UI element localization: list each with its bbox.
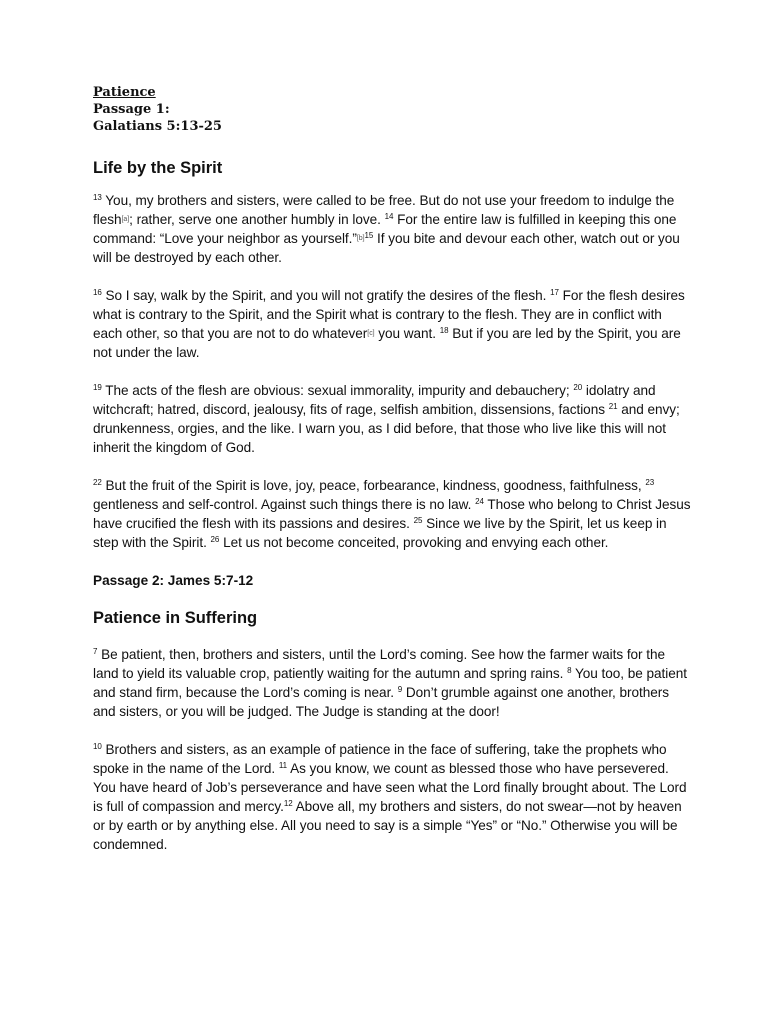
- verse-number: 14: [384, 212, 394, 221]
- section-heading-patience-in-suffering: Patience in Suffering: [93, 609, 258, 627]
- document-header: [93, 84, 693, 135]
- document-title: Patience: [93, 85, 156, 100]
- passage-2-label: Passage 2: James 5:7-12: [93, 573, 254, 588]
- verse-number: 15: [364, 231, 374, 240]
- verse-number: 9: [397, 685, 403, 694]
- paragraph-galatians-13-15: $^{13}$ You, my brothers and sisters, were called to be free. But do not use your freedom to indulge the flesh[a]; rather, serve one another humbly in love. $^{14}$ For the entire law is fulfilled in keeping this one command: “Love your neighbor as yourself.”$^{[b]15}$ If you bite and devour each other, watch out or you will be destroyed by each other.: [93, 193, 680, 265]
- verse-number: 21: [608, 402, 618, 411]
- verse-number: 12: [283, 799, 293, 808]
- verse-number: 22: [93, 478, 102, 487]
- footnote-link-a[interactable]: [a]: [121, 216, 130, 223]
- paragraph-galatians-19-21: $^{19}$ The acts of the flesh are obvious: sexual immorality, impurity and debauchery; $^{20}$ idolatry and witchcraft; hatred, discord, jealousy, fits of rage, selfish ambition, dissensions, factions $^{21}$ and envy; drunkenness, orgies, and the like. I warn you, as I did before, that those who live like this will not inherit the kingdom of God.: [93, 383, 680, 455]
- passage-number: Passage 1:: [93, 102, 170, 117]
- verse-number: 19: [93, 383, 102, 392]
- verse-number: 8: [567, 666, 572, 675]
- verse-number: 18: [439, 326, 449, 335]
- document-page: [93, 84, 693, 854]
- verse-number: 20: [573, 383, 583, 392]
- section-heading-life-by-spirit: Life by the Spirit: [93, 159, 223, 177]
- verse-number: 17: [550, 288, 559, 297]
- paragraph-galatians-22-26: $^{22}$ But the fruit of the Spirit is love, joy, peace, forbearance, kindness, goodness, faithfulness, $^{23}$ gentleness and self-control. Against such things there is no law. $^{24}$ Those who belong to Christ Jesus have crucified the flesh with its passions and desires. $^{25}$ Since we live by the Spirit, let us keep in step with the Spirit. $^{26}$ Let us not become conceited, provoking and envying each other.: [93, 478, 691, 550]
- paragraph-galatians-16-18: $^{16}$ So I say, walk by the Spirit, and you will not gratify the desires of the flesh. $^{17}$ For the flesh desires what is contrary to the Spirit, and the Spirit what is contrary to the flesh. They are in conflict with each other, so that you are not to do whatever[c] you want. $^{18}$ But if you are led by the Spirit, you are not under the law.: [93, 288, 685, 360]
- paragraph-james-10-12: $^{10}$ Brothers and sisters, as an example of patience in the face of suffering, take the prophets who spoke in the name of the Lord. $^{11}$ As you know, we count as blessed those who have persevered. You have heard of Job’s perseverance and have seen what the Lord finally brought about. The Lord is full of compassion and mercy.$^{12}$ Above all, my brothers and sisters, do not swear—not by heaven or by earth or by anything else. All you need to say is a simple “Yes” or “No.” Otherwise you will be condemned.: [93, 742, 687, 852]
- footnote-link-b[interactable]: [b]: [356, 235, 365, 242]
- footnote-link-c[interactable]: [c]: [367, 330, 375, 337]
- verse-number: 25: [413, 516, 423, 525]
- verse-number: 7: [93, 647, 98, 656]
- verse-number: 13: [93, 193, 102, 202]
- verse-number: 23: [645, 478, 655, 487]
- paragraph-james-7-9: $^7$ Be patient, then, brothers and sisters, until the Lord’s coming. See how the farmer waits for the land to yield its valuable crop, patiently waiting for the autumn and spring rains. $^8$ You too, be patient and stand firm, because the Lord’s coming is near. $^9$ Don’t grumble against one another, brothers and sisters, or you will be judged. The Judge is standing at the door!: [93, 647, 687, 719]
- verse-number: 11: [278, 761, 288, 770]
- verse-number: 16: [93, 288, 102, 297]
- verse-number: 10: [93, 742, 102, 751]
- verse-number: 24: [475, 497, 484, 506]
- scripture-reference: Galatians 5:13-25: [93, 119, 222, 134]
- verse-number: 26: [210, 535, 220, 544]
